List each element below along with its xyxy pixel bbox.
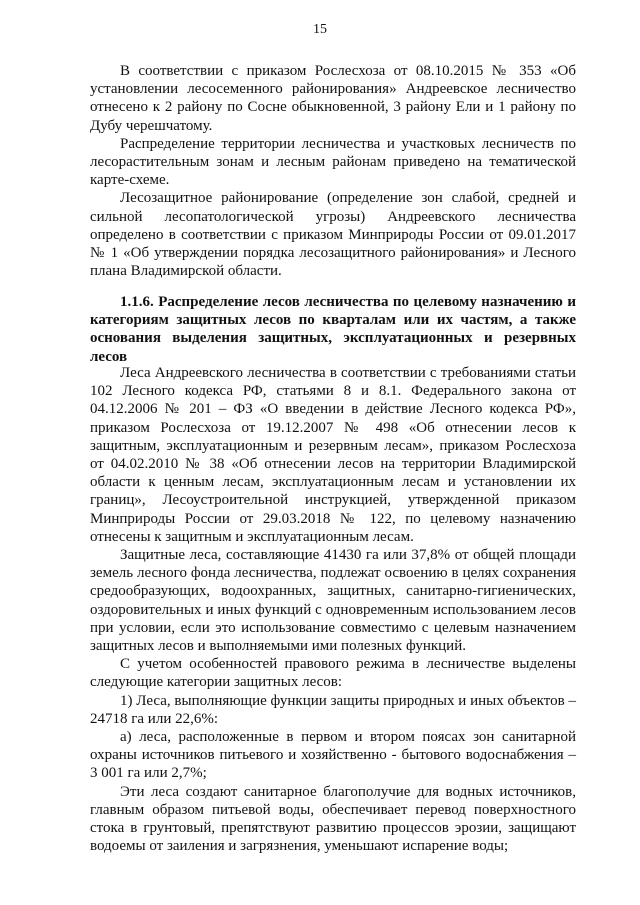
- list-item-category-1: 1) Леса, выполняющие функции защиты природных и иных объектов – 24718 га или 22,6%:: [90, 692, 576, 727]
- intro-section: [90, 62, 576, 280]
- paragraph-water-protection: Эти леса создают санитарное благополучие для водных источников, главным образом питьевой воды, обеспечивает перевод поверхностного стока в грунтовый, препятствуют развитию процессов эрозии, защищают водоемы от заиления и загрязнения, уменьшают испарение воды;: [90, 783, 576, 855]
- body-section: [90, 364, 576, 855]
- page-number: 15: [313, 22, 327, 37]
- list-item-category-1a: а) леса, расположенные в первом и втором поясах зон санитарной охраны источников питьевого и хозяйственно - бытового водоснабжения – 3 001 га или 2,7%;: [90, 729, 576, 782]
- paragraph-seed-zoning: В соответствии с приказом Рослесхоза от 08.10.2015 № 353 «Об установлении лесосеменного районирования» Андреевское лесничество отнесено к 2 району по Сосне обыкновенной, 3 району Ели и 1 району по Дубу черешчатому.: [90, 63, 576, 134]
- paragraph-categories-intro: С учетом особенностей правового режима в лесничестве выделены следующие категории защитных лесов:: [90, 656, 576, 691]
- section-heading: 1.1.6. Распределение лесов лесничества по целевому назначению и категориям защитных лесов по кварталам или их частям, а также основания выделения защитных, эксплуатационных и резервных лесов: [90, 294, 576, 365]
- paragraph-zones-map: Распределение территории лесничества и участковых лесничеств по лесорастительным зонам и лесным районам приведено на тематической карте-схеме.: [90, 135, 576, 189]
- section-heading-block: [90, 293, 576, 366]
- paragraph-protection-zoning: Лесозащитное районирование (определение зон слабой, средней и сильной лесопатологической угрозы) Андреевского лесничества определено в соответствии с приказом Минприроды России от 09.01.2017 № 1 «Об утверждении порядка лесозащитного районирования» и Лесного плана Владимирской области.: [90, 190, 576, 280]
- paragraph-protective-forests: Защитные леса, составляющие 41430 га или 37,8% от общей площади земель лесного фонда лесничества, подлежат освоению в целях сохранения средообразующих, водоохранных, защитных, санитарно-гигиенических, оздоровительных и иных функций с одновременным использованием лесов при условии, если это использование совместимо с целевым назначением защитных лесов и выполняемыми ими полезных функций.: [90, 547, 576, 655]
- paragraph-legal-basis: Леса Андреевского лесничества в соответствии с требованиями статьи 102 Лесного кодекса РФ, статьями 8 и 8.1. Федерального закона от 04.12.2006 № 201 – ФЗ «О введении в действие Лесного кодекса РФ», приказом Рослесхоза от 19.12.2007 № 498 «Об отнесении лесов к защитным, эксплуатационным и резервным лесам», приказом Рослесхоза от 04.02.2010 № 38 «Об отнесении лесов на территории Владимирской области к ценным лесам, эксплуатационным лесам и установлении их границ», Лесоустроительной инструкцией, утвержденной приказом Минприроды России от 29.03.2018 № 122, по целевому назначению отнесены к защитным и эксплуатационным лесам.: [90, 365, 576, 545]
